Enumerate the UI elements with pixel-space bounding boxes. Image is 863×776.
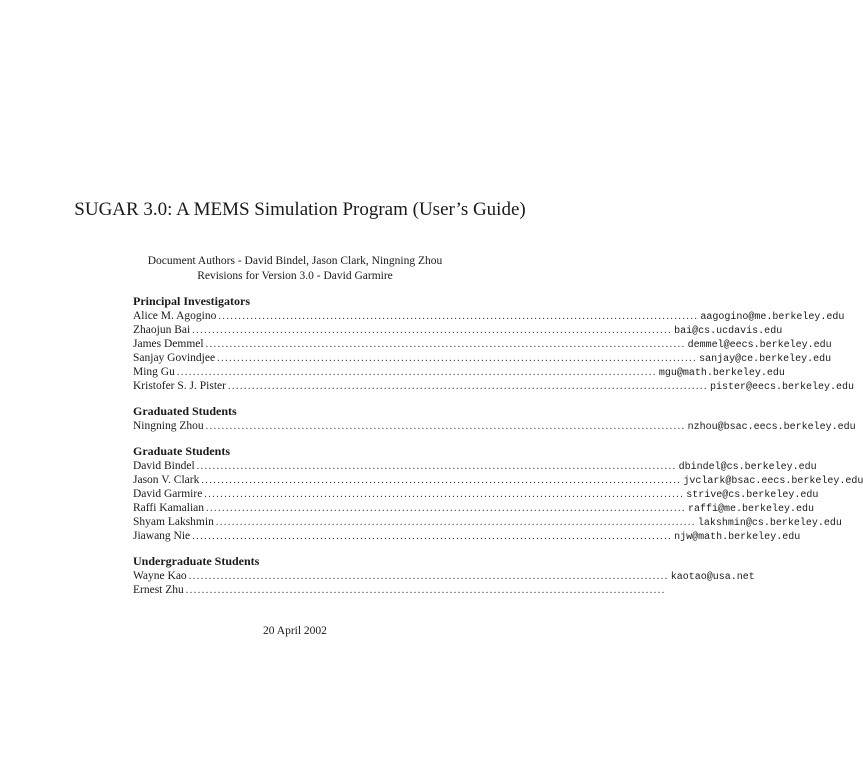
person-row bbox=[133, 309, 845, 323]
section-graduate-students bbox=[133, 444, 863, 543]
person-name: Ming Gu bbox=[133, 366, 175, 378]
person-name: Alice M. Agogino bbox=[133, 310, 217, 322]
person-row bbox=[133, 501, 815, 515]
person-name: David Bindel bbox=[133, 460, 195, 472]
dot-leader: ........................................................................................................................ bbox=[192, 325, 673, 336]
person-row bbox=[133, 323, 783, 337]
dot-leader: ........................................................................................................................ bbox=[192, 531, 673, 542]
person-row bbox=[133, 569, 755, 583]
person-email: dbindel@cs.berkeley.edu bbox=[678, 462, 817, 473]
person-email: raffi@me.berkeley.edu bbox=[688, 504, 815, 515]
document-date: 20 April 2002 bbox=[263, 625, 327, 637]
person-row bbox=[133, 365, 785, 379]
person-email: pister@eecs.berkeley.edu bbox=[709, 382, 854, 393]
authors-line: Document Authors - David Bindel, Jason Clark, Ningning Zhou bbox=[147, 255, 443, 267]
dot-leader: ........................................................................................................................ bbox=[201, 475, 682, 486]
person-email: bai@cs.ucdavis.edu bbox=[674, 326, 783, 337]
section-undergraduate-students bbox=[133, 554, 755, 597]
person-name: Kristofer S. J. Pister bbox=[133, 380, 226, 392]
person-row bbox=[133, 459, 817, 473]
person-name: David Garmire bbox=[133, 488, 203, 500]
dot-leader: ........................................................................................................................ bbox=[196, 461, 677, 472]
dot-leader: ........................................................................................................................ bbox=[227, 381, 708, 392]
person-email: sanjay@ce.berkeley.edu bbox=[699, 354, 832, 365]
person-email: nzhou@bsac.eecs.berkeley.edu bbox=[687, 422, 856, 433]
authors-block bbox=[0, 254, 590, 284]
section-heading: Principal Investigators bbox=[133, 294, 250, 308]
person-row bbox=[133, 473, 863, 487]
person-email: lakshmin@cs.berkeley.edu bbox=[697, 518, 842, 529]
revisions-line: Revisions for Version 3.0 - David Garmire bbox=[197, 270, 393, 282]
document-title: SUGAR 3.0: A MEMS Simulation Program (User’s Guide) bbox=[74, 199, 526, 220]
dot-leader: ........................................................................................................................ bbox=[217, 353, 698, 364]
person-row bbox=[133, 337, 832, 351]
person-email: njw@math.berkeley.edu bbox=[674, 532, 801, 543]
person-name: Shyam Lakshmin bbox=[133, 516, 214, 528]
person-name: Jason V. Clark bbox=[133, 474, 200, 486]
dot-leader: ........................................................................................................................ bbox=[185, 585, 666, 596]
person-name: Ningning Zhou bbox=[133, 420, 204, 432]
person-name: Sanjay Govindjee bbox=[133, 352, 216, 364]
person-row bbox=[133, 351, 832, 365]
person-email: jvclark@bsac.eecs.berkeley.edu bbox=[683, 476, 863, 487]
person-name: Ernest Zhu bbox=[133, 584, 184, 596]
person-name: Wayne Kao bbox=[133, 570, 187, 582]
dot-leader: ........................................................................................................................ bbox=[205, 421, 686, 432]
dot-leader: ........................................................................................................................ bbox=[204, 489, 685, 500]
dot-leader: ........................................................................................................................ bbox=[176, 367, 657, 378]
section-heading: Undergraduate Students bbox=[133, 554, 260, 568]
section-heading: Graduate Students bbox=[133, 444, 231, 458]
person-email: kaotao@usa.net bbox=[670, 572, 755, 583]
person-row bbox=[133, 529, 801, 543]
person-row bbox=[133, 487, 819, 501]
person-email: aagogino@me.berkeley.edu bbox=[700, 312, 845, 323]
person-name: Jiawang Nie bbox=[133, 530, 191, 542]
dot-leader: ........................................................................................................................ bbox=[206, 503, 686, 514]
person-row bbox=[133, 419, 856, 433]
person-email: strive@cs.berkeley.edu bbox=[686, 490, 819, 501]
dot-leader: ........................................................................................................................ bbox=[188, 571, 669, 582]
person-name: Zhaojun Bai bbox=[133, 324, 191, 336]
section-heading: Graduated Students bbox=[133, 404, 237, 418]
section-graduated-students bbox=[133, 404, 856, 433]
dot-leader: ........................................................................................................................ bbox=[218, 311, 699, 322]
section-principal-investigators bbox=[133, 294, 854, 393]
person-row bbox=[133, 583, 666, 597]
person-name: Raffi Kamalian bbox=[133, 502, 204, 514]
person-email: mgu@math.berkeley.edu bbox=[658, 368, 785, 379]
person-name: James Demmel bbox=[133, 338, 204, 350]
dot-leader: ........................................................................................................................ bbox=[215, 517, 696, 528]
dot-leader: ........................................................................................................................ bbox=[205, 339, 686, 350]
person-email: demmel@eecs.berkeley.edu bbox=[687, 340, 832, 351]
person-row bbox=[133, 515, 842, 529]
person-row bbox=[133, 379, 854, 393]
